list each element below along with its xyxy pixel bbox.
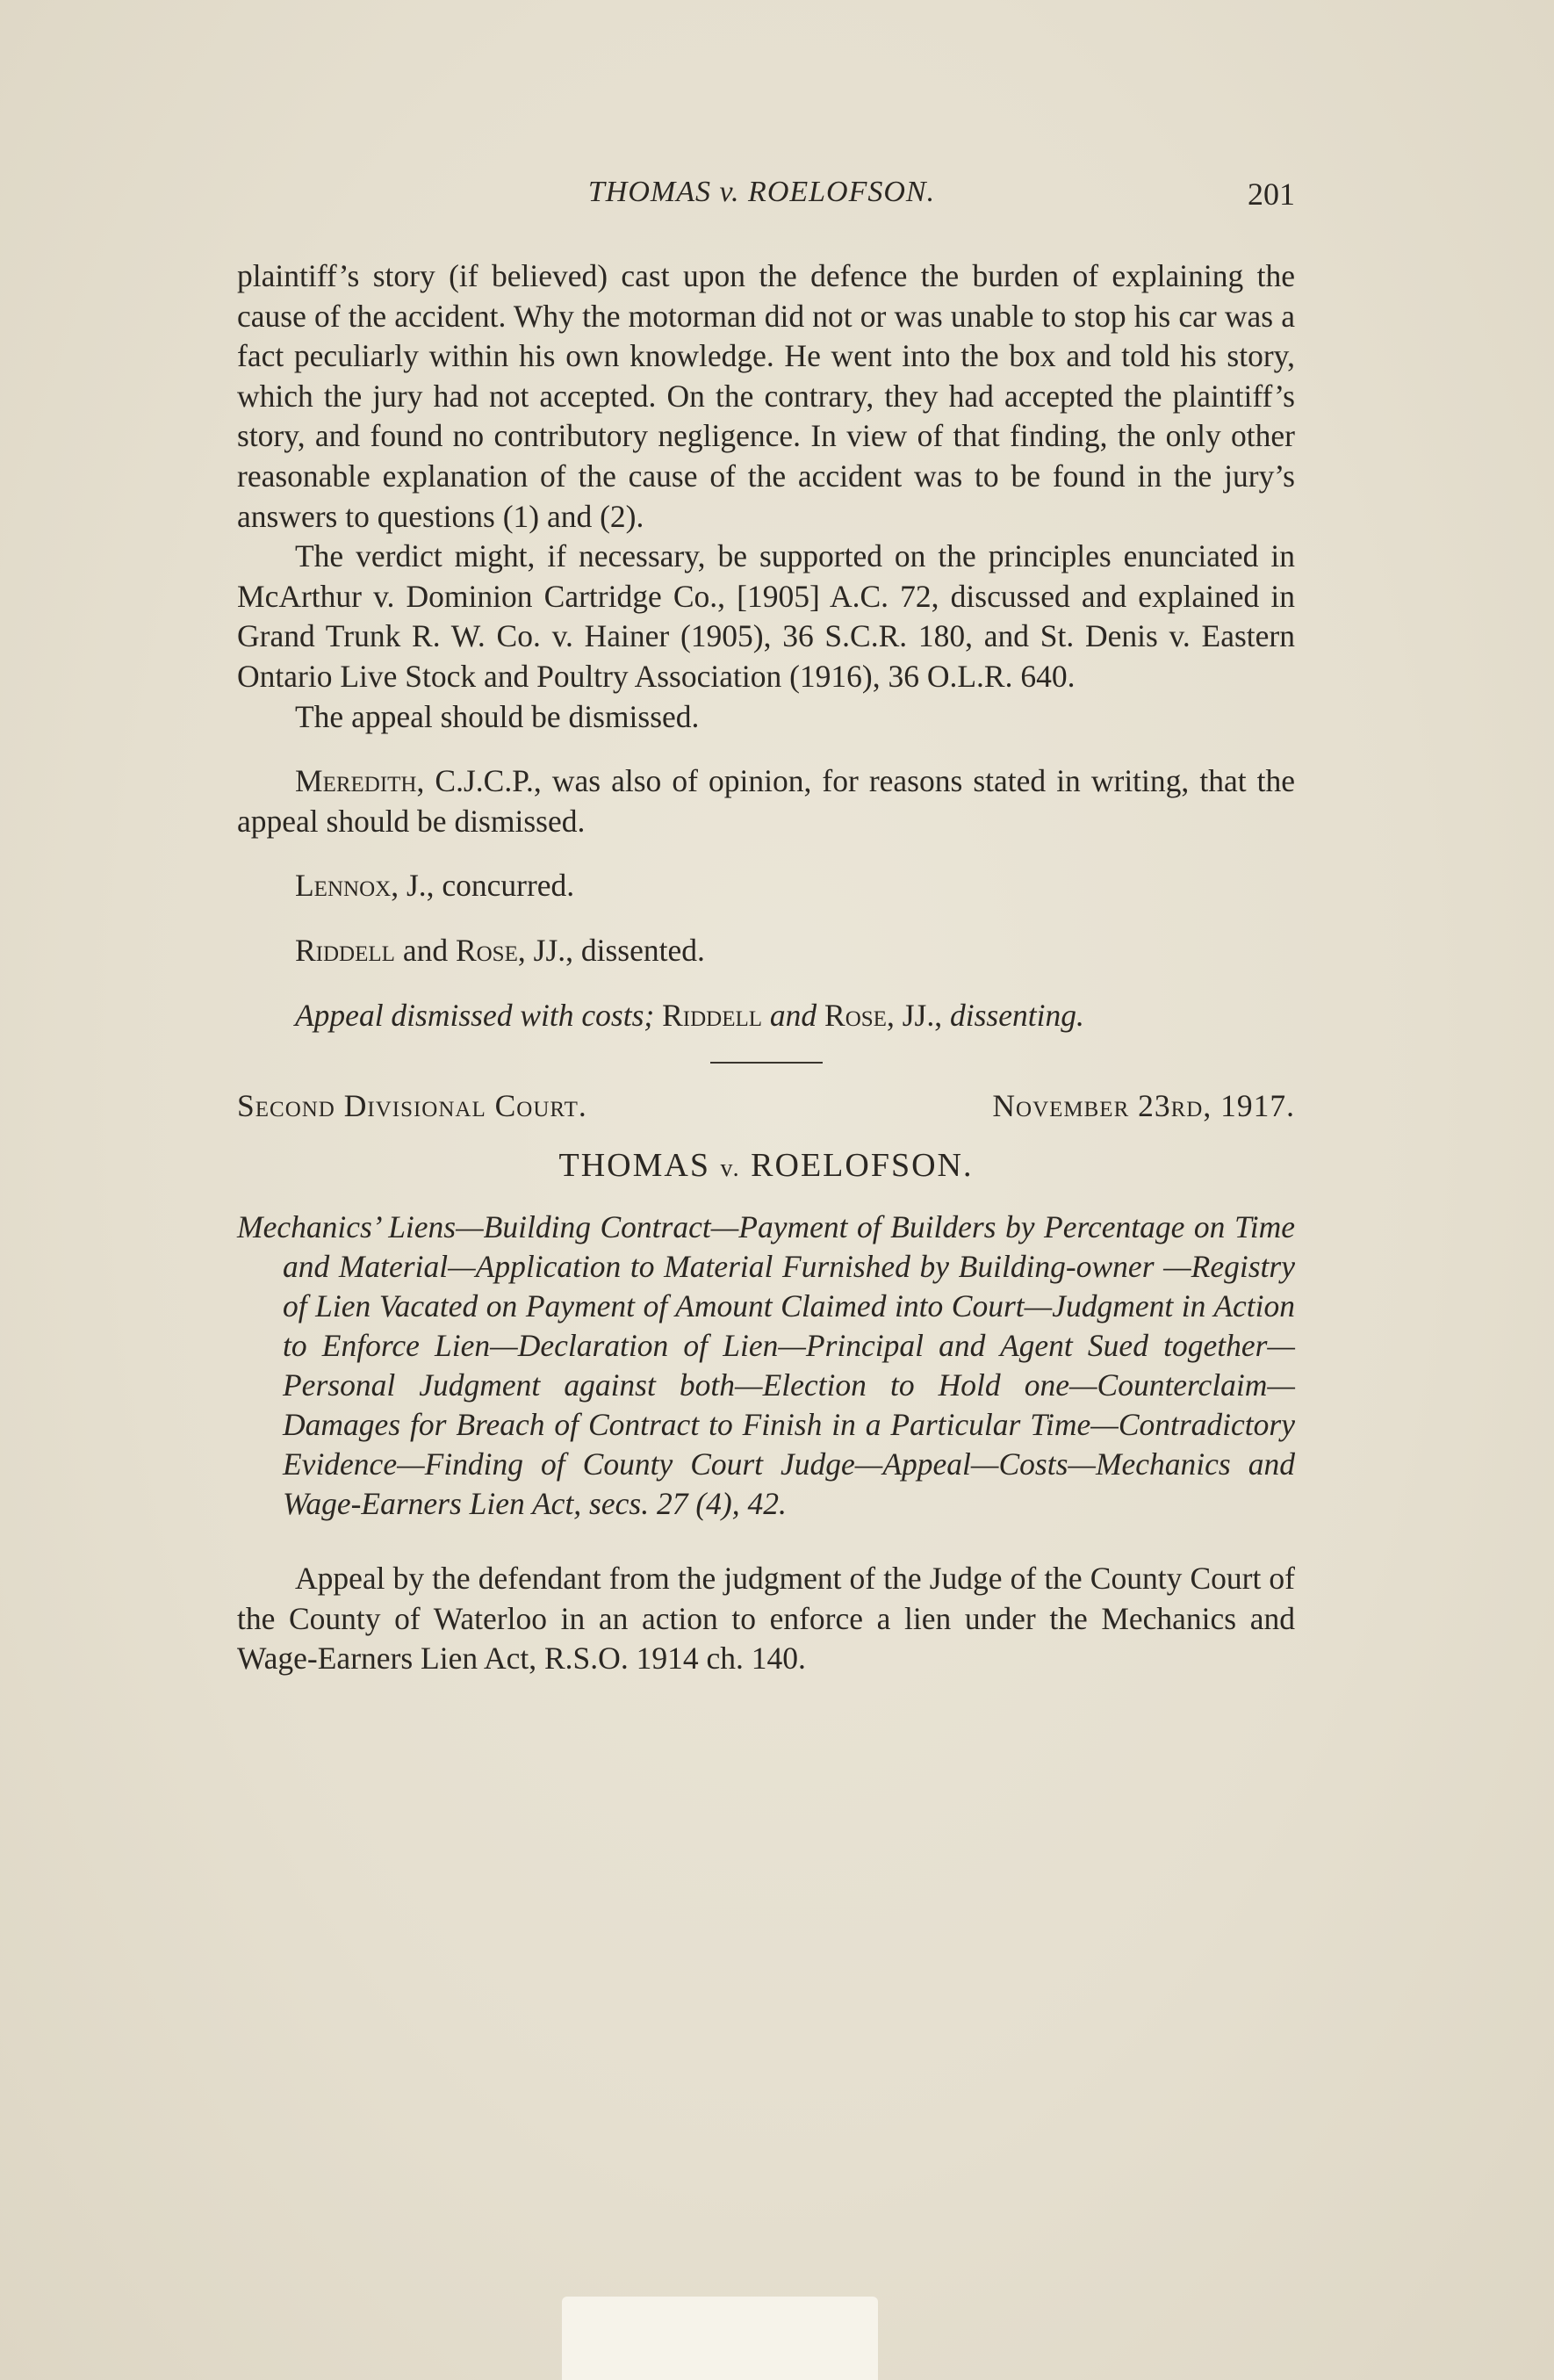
result-dissenting: dissenting. bbox=[949, 997, 1084, 1033]
paragraph-meredith bbox=[237, 761, 1295, 841]
court-line bbox=[237, 1086, 1295, 1127]
meredith-opinion: , C.J.C.P., was also of opinion, for reasons stated in writing, that the appeal should be dismissed. bbox=[237, 763, 1295, 839]
paragraph-appeal-dismissed: The appeal should be dismissed. bbox=[295, 698, 700, 734]
running-title: THOMAS v. ROELOFSON. bbox=[587, 176, 936, 208]
result-jj: , JJ., bbox=[886, 997, 950, 1033]
result-disposition: Appeal dismissed with costs; bbox=[295, 997, 655, 1033]
case-versus: v. bbox=[720, 1154, 741, 1182]
case-defendant: ROELOFSON. bbox=[751, 1146, 974, 1184]
paragraph-result bbox=[237, 996, 1295, 1036]
section-divider bbox=[710, 1062, 823, 1064]
paragraph-plaintiffs-story: plaintiff’s story (if believed) cast upon the defence the burden of explaining the cause of the accident. Why the motorman did not or was unable to stop his car was a fact peculiarly within his own knowledge. He went into the box and told his story, which the jury had not accepted. On the contrary, they had accepted the plaintiff’s story, and found no contributory negligence. In view of that finding, the only other reasonable explanation of the cause of the accident was to be found in the jury’s answers to questions (1) and (2). bbox=[237, 258, 1295, 534]
paper-stain bbox=[562, 2297, 878, 2380]
page-header bbox=[228, 176, 1295, 228]
judge-name-riddell: Riddell bbox=[295, 932, 395, 968]
judge-name-lennox: Lennox bbox=[295, 868, 392, 904]
court-name: Second Divisional Court. bbox=[237, 1088, 587, 1124]
lennox-opinion: , J., concurred. bbox=[391, 868, 575, 904]
judge-name-meredith: Meredith bbox=[295, 763, 417, 799]
result-and: and bbox=[762, 997, 825, 1033]
page-number: 201 bbox=[1248, 177, 1295, 212]
judge-name-rose: Rose bbox=[455, 932, 518, 968]
paragraph-verdict: The verdict might, if necessary, be supported on the principles enunciated in McArthur v. Dominion Cartridge Co., [1905] A.C. 72, discussed and explained in Grand Trunk R. W. Co. v. Hainer (1905), 36 S.C.R. 180, and St. Denis v. Eastern Ontario Live Stock and Poultry Association (1916), 36 O.L.R. 640. bbox=[237, 538, 1295, 694]
result-judge-rose: Rose bbox=[824, 997, 887, 1033]
paragraph-lennox bbox=[237, 866, 1295, 906]
case-title bbox=[237, 1146, 1295, 1189]
dissent-text: , JJ., dissented. bbox=[517, 932, 705, 968]
body-text bbox=[237, 256, 1295, 1679]
paragraph-riddell-rose bbox=[237, 931, 1295, 971]
headnote: Mechanics’ Liens—Building Contract—Payment of Builders by Percentage on Time and Material—Application to Material Furnished by Building-owner —Registry of Lien Vacated on Payment of Amount Claimed into Court—Judgment in Action to Enforce Lien—Declaration of Lien—Principal and Agent Sued together—Personal Judgment against both—Election to Hold one—Counterclaim—Damages for Breach of Contract to Finish in a Particular Time—Contradictory Evidence—Finding of County Court Judge—Appeal—Costs—Mechanics and Wage-Earners Lien Act, secs. 27 (4), 42. bbox=[237, 1209, 1295, 1522]
result-judge-riddell: Riddell bbox=[662, 997, 763, 1033]
paragraph-appeal: Appeal by the defendant from the judgment of the Judge of the County Court of the County of Waterloo in an action to enforce a lien under the Mechanics and Wage-Earners Lien Act, R.S.O. 1914 ch. 140. bbox=[237, 1561, 1295, 1677]
conjunction: and bbox=[394, 932, 456, 968]
court-date: November 23rd, 1917. bbox=[992, 1088, 1295, 1124]
case-plaintiff: THOMAS bbox=[558, 1146, 710, 1184]
